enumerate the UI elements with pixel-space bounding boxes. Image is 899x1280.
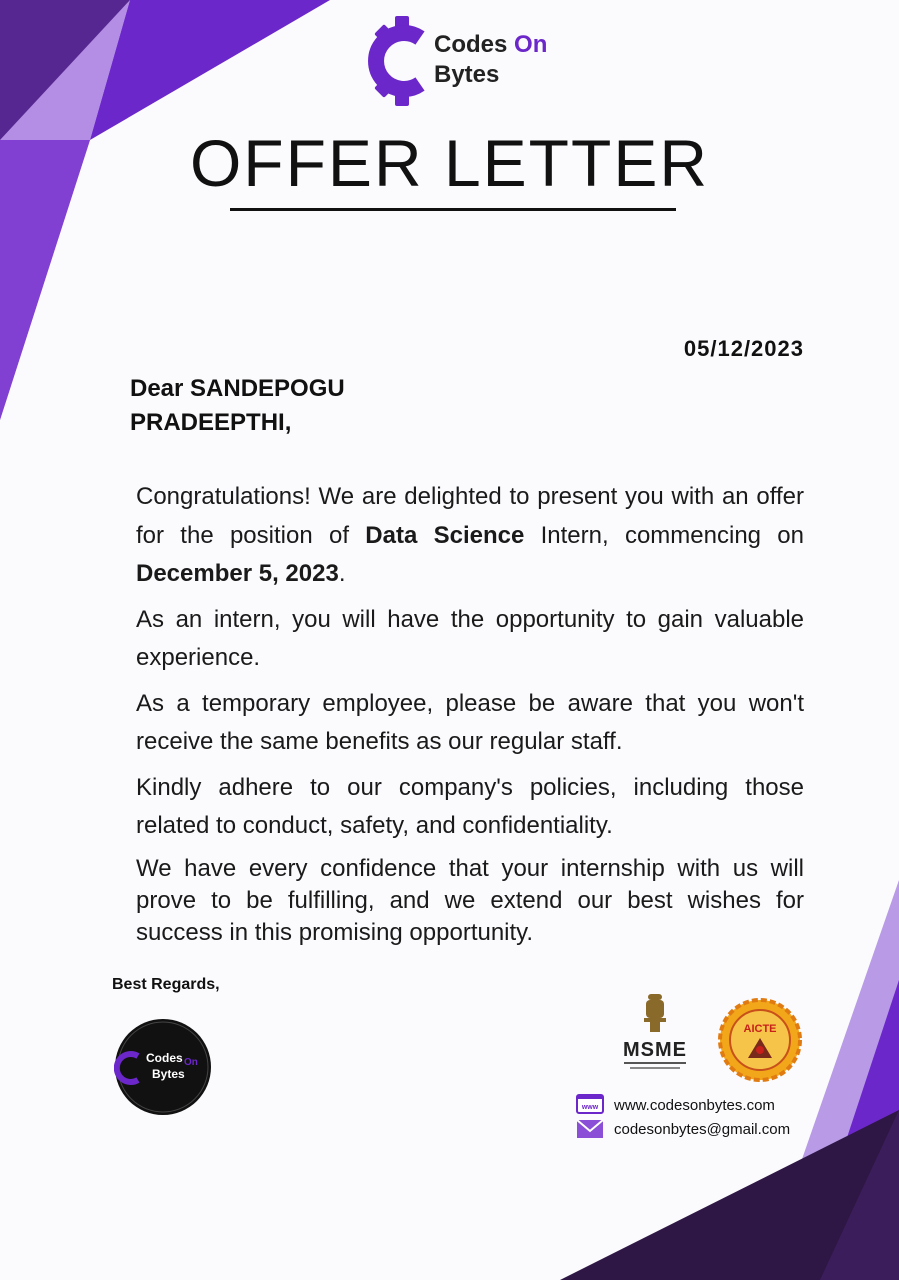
- emblem-icon: [644, 994, 666, 1032]
- paragraph-opportunity: As an intern, you will have the opportunity to gain valuable experience.: [136, 605, 804, 671]
- msme-text: MSME: [623, 1039, 687, 1061]
- title-underline: [230, 208, 676, 211]
- seal-word-codes: Codes: [146, 1051, 183, 1065]
- stripe-overlay-left: [0, 0, 130, 420]
- greeting-line-2: PRADEEPTHI,: [130, 409, 292, 436]
- offer-text-end: .: [338, 560, 346, 587]
- closing: Best Regards,: [112, 976, 220, 993]
- offer-text-start: Congratulations! We are delighted to present you with an offer for the position of: [136, 483, 804, 549]
- offer-text-middle: Intern, commencing on: [524, 521, 804, 549]
- paragraph-offer: [136, 478, 804, 594]
- company-logo: [368, 14, 568, 108]
- website-icon: [576, 1094, 606, 1116]
- paragraph-wishes: We have every confidence that your internship with us will prove to be fulfilling, and we extend our best wishes for success in this promising opportunity.: [136, 854, 804, 946]
- logo-word-bytes: Bytes: [434, 61, 500, 88]
- aicte-logo: [718, 998, 802, 1082]
- email-row: [576, 1118, 790, 1140]
- website-row: [576, 1094, 790, 1116]
- website-link[interactable]: www.codesonbytes.com: [614, 1096, 775, 1114]
- paragraph-benefits: As a temporary employee, please be aware that you won't receive the same benefits as our regular staff.: [136, 689, 804, 755]
- company-seal: [114, 1018, 212, 1116]
- stripe-purple-top: [90, 0, 330, 140]
- seal-word-bytes: Bytes: [152, 1067, 185, 1081]
- logo-text: [434, 30, 547, 90]
- greeting-line-1: Dear SANDEPOGU: [130, 375, 345, 402]
- letter-body: [136, 478, 804, 956]
- letter-date: 05/12/2023: [683, 336, 804, 361]
- greeting: [130, 372, 345, 440]
- email-link[interactable]: codesonbytes@gmail.com: [614, 1120, 791, 1138]
- offer-role: Data Science: [365, 521, 525, 549]
- gear-icon: [368, 14, 434, 108]
- page-title: OFFER LETTER: [189, 126, 710, 200]
- contact-block: [576, 1094, 790, 1142]
- paragraph-policies: Kindly adhere to our company's policies, including those related to conduct, safety, and confidentiality.: [136, 773, 804, 839]
- svg-text:www: www: [581, 1104, 599, 1111]
- logo-word-codes: Codes: [434, 31, 508, 58]
- email-icon: [576, 1118, 606, 1140]
- offer-start-date: December 5, 2023: [136, 560, 339, 587]
- msme-logo: [614, 990, 696, 1076]
- aicte-text: AICTE: [743, 1023, 777, 1035]
- seal-word-on: On: [184, 1057, 198, 1068]
- logo-word-on: On: [514, 31, 548, 58]
